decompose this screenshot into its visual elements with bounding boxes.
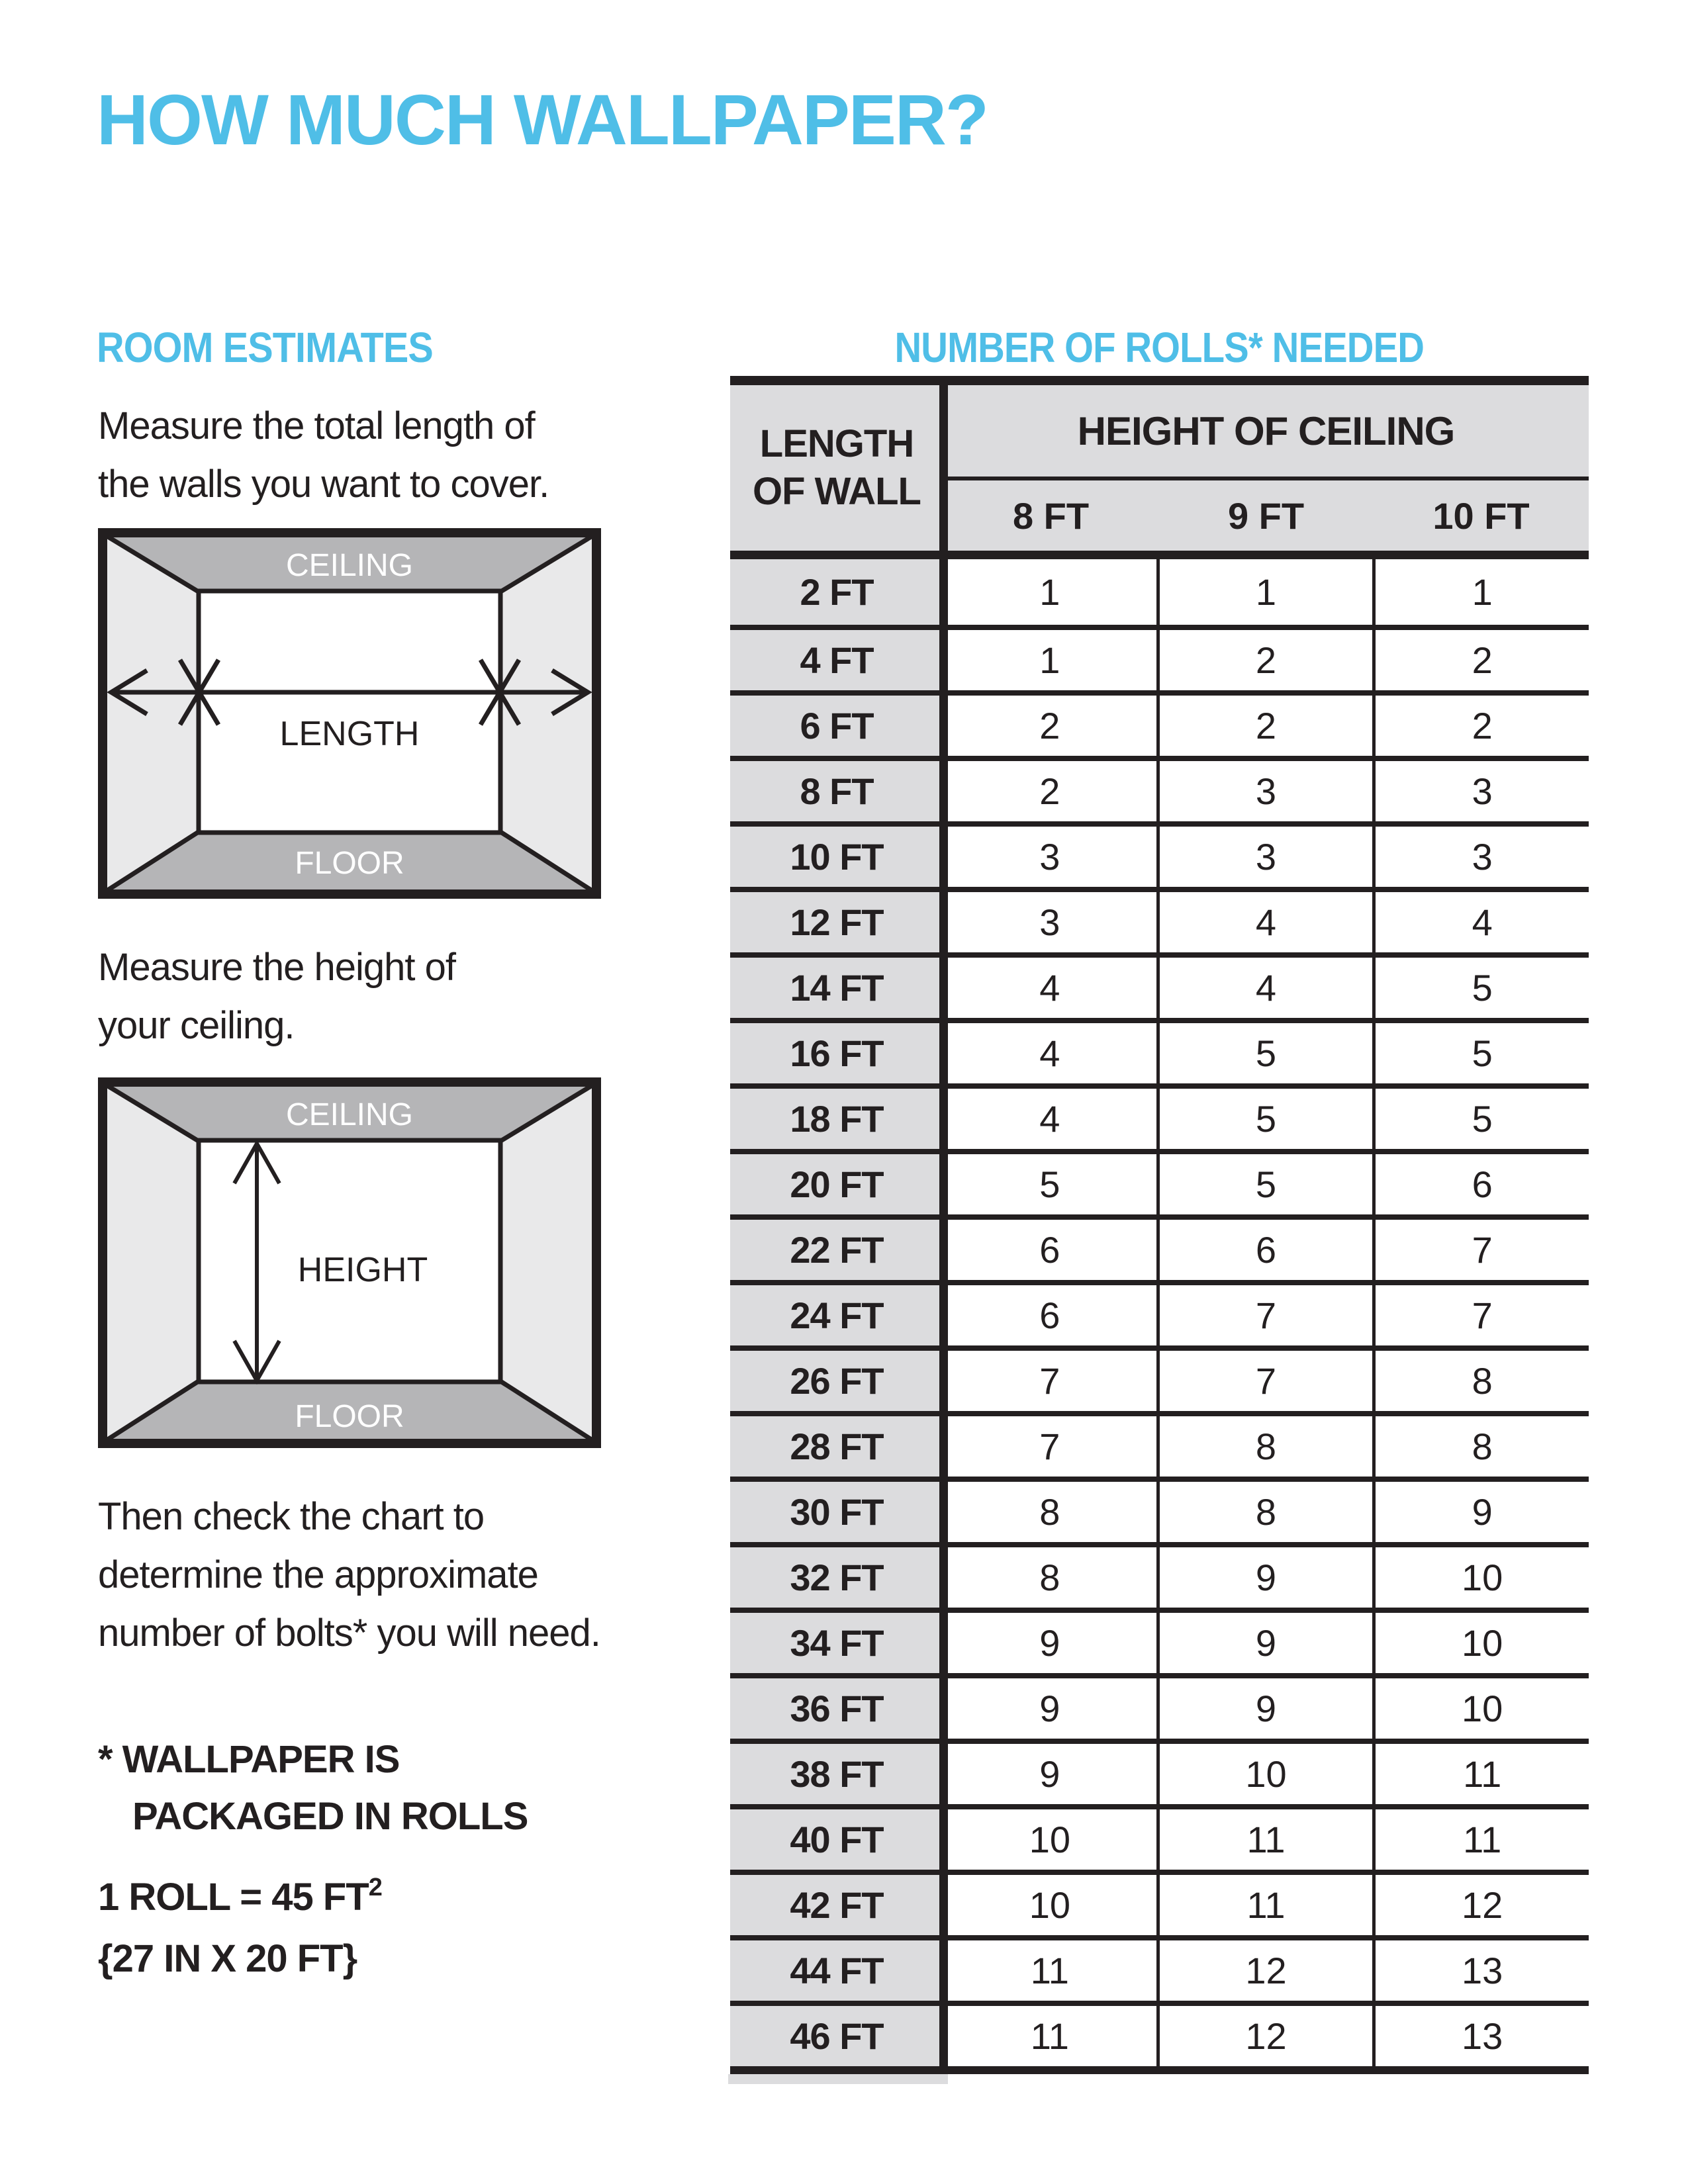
table-header-right [943,385,1589,551]
row-label-wall-length: 8 FT [730,761,943,821]
row-value-rolls: 6 [1156,1220,1373,1280]
paragraph-line: your ceiling. [98,1004,295,1047]
paragraph-line: number of bolts* you will need. [98,1612,600,1655]
section-heading-rolls-needed [730,323,1589,372]
column-header-8ft: 8 FT [1012,494,1090,537]
row-label-wall-length: 42 FT [730,1875,943,1935]
row-value-rolls: 5 [1156,1154,1373,1214]
table-row [730,1477,1589,1542]
wallpaper-rolls-footnote [98,1731,528,1845]
table-header [730,385,1589,551]
row-value-rolls: 8 [1156,1416,1373,1477]
row-value-rolls: 4 [1156,892,1373,952]
row-value-rolls: 3 [1372,761,1589,821]
row-value-rolls: 11 [1156,1875,1373,1935]
row-value-rolls: 2 [943,761,1156,821]
row-label-wall-length: 26 FT [730,1351,943,1411]
room-back-wall [199,591,500,833]
row-value-rolls: 11 [1156,1809,1373,1870]
row-value-rolls: 7 [943,1351,1156,1411]
row-value-rolls: 8 [1372,1416,1589,1477]
row-value-rolls: 10 [1372,1547,1589,1608]
row-label-wall-length: 36 FT [730,1678,943,1739]
height-label: HEIGHT [297,1251,428,1289]
row-value-rolls: 3 [1156,827,1373,887]
row-label-wall-length: 38 FT [730,1744,943,1804]
row-label-wall-length: 32 FT [730,1547,943,1608]
row-value-rolls: 3 [943,892,1156,952]
row-value-rolls: 6 [1372,1154,1589,1214]
row-value-rolls: 5 [1156,1023,1373,1083]
roll-dimensions: {27 IN X 20 FT} [98,1937,357,1980]
room-length-diagram [98,528,601,899]
table-row [730,1608,1589,1673]
row-label-wall-length: 46 FT [730,2006,943,2066]
paragraph-line: Measure the total length of [98,404,535,447]
table-body [730,551,1589,2066]
row-value-rolls: 10 [1156,1744,1373,1804]
page-title: HOW MUCH WALLPAPER? [97,79,988,159]
row-value-rolls: 13 [1372,1940,1589,2001]
row-value-rolls: 12 [1372,1875,1589,1935]
row-value-rolls: 10 [1372,1613,1589,1673]
row-value-rolls: 11 [1372,1744,1589,1804]
table-row [730,1411,1589,1477]
row-value-rolls: 10 [943,1809,1156,1870]
length-label: LENGTH [279,715,420,753]
row-value-rolls: 7 [1372,1220,1589,1280]
table-row [730,1018,1589,1083]
footnote-line: PACKAGED IN ROLLS [132,1795,528,1838]
roll-size-info [98,1869,382,1987]
row-value-rolls: 10 [943,1875,1156,1935]
table-row [730,1870,1589,1935]
column-header-9ft: 9 FT [1227,494,1305,537]
row-value-rolls: 9 [943,1678,1156,1739]
row-label-wall-length: 20 FT [730,1154,943,1214]
row-value-rolls: 4 [943,1089,1156,1149]
row-value-rolls: 9 [1156,1613,1373,1673]
row-value-rolls: 2 [1156,696,1373,756]
row-value-rolls: 3 [1372,827,1589,887]
section-heading-rolls-needed-text: NUMBER OF ROLLS* NEEDED [894,324,1425,371]
row-label-wall-length: 10 FT [730,827,943,887]
instruction-paragraph-height [98,938,455,1055]
row-value-rolls: 10 [1372,1678,1589,1739]
corner-header-line: LENGTH [759,422,914,465]
row-label-wall-length: 6 FT [730,696,943,756]
table-row [730,756,1589,821]
table-row [730,1149,1589,1214]
row-value-rolls: 1 [943,630,1156,690]
superscript-2: 2 [368,1874,382,1901]
row-value-rolls: 8 [1156,1482,1373,1542]
span-header-height-of-ceiling: HEIGHT OF CEILING [943,385,1589,480]
table-row [730,887,1589,952]
row-value-rolls: 8 [1372,1351,1589,1411]
row-value-rolls: 6 [943,1220,1156,1280]
rolls-needed-table [730,376,1589,2074]
row-label-wall-length: 14 FT [730,958,943,1018]
floor-label: FLOOR [295,1399,404,1434]
row-value-rolls: 5 [1372,1023,1589,1083]
row-value-rolls: 9 [1156,1547,1373,1608]
row-value-rolls: 9 [943,1744,1156,1804]
row-value-rolls: 7 [1156,1285,1373,1345]
footnote-line: * WALLPAPER IS [98,1738,400,1781]
row-label-wall-length: 24 FT [730,1285,943,1345]
row-label-wall-length: 16 FT [730,1023,943,1083]
table-row [730,2001,1589,2066]
section-heading-room-estimates-text: ROOM ESTIMATES [97,324,433,371]
row-value-rolls: 3 [1156,761,1373,821]
table-row [730,1739,1589,1804]
row-value-rolls: 12 [1156,2006,1373,2066]
section-heading-room-estimates [97,323,470,372]
row-value-rolls: 5 [1372,958,1589,1018]
table-row [730,690,1589,756]
row-value-rolls: 1 [1372,559,1589,625]
table-row [730,1804,1589,1870]
ceiling-label: CEILING [285,548,414,583]
roll-equation: 1 ROLL = 45 $FT^2$ [98,1874,382,1919]
row-label-wall-length: 4 FT [730,630,943,690]
row-value-rolls: 7 [943,1416,1156,1477]
row-label-wall-length: 2 FT [730,559,943,625]
table-row [730,1345,1589,1411]
row-value-rolls: 6 [943,1285,1156,1345]
paragraph-line: the walls you want to cover. [98,463,549,506]
paragraph-line: determine the approximate [98,1553,538,1596]
row-value-rolls: 11 [943,1940,1156,2001]
table-row [730,1083,1589,1149]
paragraph-line: Measure the height of [98,946,456,989]
row-value-rolls: 12 [1156,1940,1373,2001]
row-value-rolls: 4 [1372,892,1589,952]
row-value-rolls: 5 [1372,1089,1589,1149]
row-value-rolls: 7 [1156,1351,1373,1411]
row-value-rolls: 2 [1372,696,1589,756]
instruction-paragraph-chart [98,1488,600,1662]
table-column-headers [943,480,1589,551]
table-thick-vertical-rule [939,385,948,2066]
table-row [730,1542,1589,1608]
room-height-diagram [98,1077,601,1448]
row-label-wall-length: 40 FT [730,1809,943,1870]
row-value-rolls: 2 [943,696,1156,756]
row-label-wall-length: 44 FT [730,1940,943,2001]
table-footer-gray-stub [728,2074,948,2084]
table-row [730,1935,1589,2001]
row-value-rolls: 13 [1372,2006,1589,2066]
row-label-wall-length: 12 FT [730,892,943,952]
row-value-rolls: 9 [1372,1482,1589,1542]
row-value-rolls: 4 [943,958,1156,1018]
row-value-rolls: 8 [943,1547,1156,1608]
ceiling-label: CEILING [285,1097,414,1132]
floor-label: FLOOR [295,846,404,881]
row-label-wall-length: 28 FT [730,1416,943,1477]
row-value-rolls: 9 [943,1613,1156,1673]
table-row [730,821,1589,887]
row-value-rolls: 5 [1156,1089,1373,1149]
row-value-rolls: 11 [1372,1809,1589,1870]
instruction-paragraph-length [98,397,549,514]
row-value-rolls: 2 [1156,630,1373,690]
row-value-rolls: 4 [943,1023,1156,1083]
row-value-rolls: 1 [1156,559,1373,625]
row-label-wall-length: 34 FT [730,1613,943,1673]
corner-header-line: OF WALL [753,470,921,513]
table-row [730,1673,1589,1739]
table-row [730,559,1589,625]
row-label-wall-length: 22 FT [730,1220,943,1280]
table-row [730,625,1589,690]
table-row [730,952,1589,1018]
row-value-rolls: 2 [1372,630,1589,690]
table-corner-header [730,385,943,551]
row-value-rolls: 7 [1372,1285,1589,1345]
table-row [730,1214,1589,1280]
row-value-rolls: 4 [1156,958,1373,1018]
row-value-rolls: 11 [943,2006,1156,2066]
column-header-10ft: 10 FT [1432,494,1530,537]
row-value-rolls: 5 [943,1154,1156,1214]
row-label-wall-length: 18 FT [730,1089,943,1149]
table-row [730,1280,1589,1345]
row-value-rolls: 1 [943,559,1156,625]
row-value-rolls: 3 [943,827,1156,887]
row-value-rolls: 8 [943,1482,1156,1542]
row-label-wall-length: 30 FT [730,1482,943,1542]
row-value-rolls: 9 [1156,1678,1373,1739]
paragraph-line: Then check the chart to [98,1495,485,1538]
